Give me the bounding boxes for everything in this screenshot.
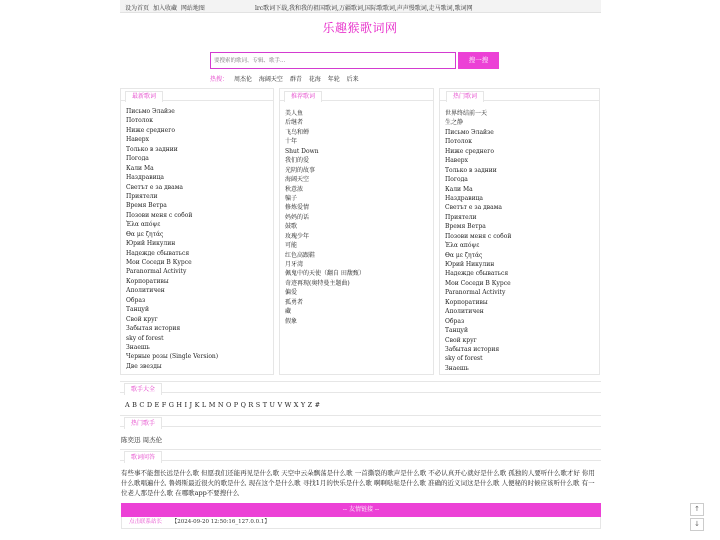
popular-lyrics-tab[interactable]: 热门歌词 bbox=[446, 91, 484, 102]
latest-lyric-item[interactable]: Погода bbox=[126, 155, 149, 163]
hot-search-word[interactable]: 周杰伦 bbox=[233, 76, 252, 83]
hot-search-word[interactable]: 海阔天空 bbox=[258, 76, 283, 83]
latest-lyric-item[interactable]: Только в заднии bbox=[126, 145, 178, 153]
latest-lyrics-list bbox=[126, 107, 218, 371]
latest-lyric-item[interactable]: Θα με ζητάς bbox=[126, 230, 164, 238]
latest-lyrics-panel bbox=[120, 88, 274, 375]
top-notice: lrc歌词下载,我和我的祖国歌词,万疆歌词,国际歌歌词,声声慢歌词,走马歌词,歌词网 bbox=[255, 5, 473, 12]
popular-lyric-item[interactable]: Образ bbox=[445, 317, 465, 325]
popular-lyric-item[interactable]: Корпоративы bbox=[445, 298, 488, 306]
latest-lyric-item[interactable]: Надежде сбываться bbox=[126, 249, 190, 257]
popular-lyric-item[interactable]: sky of forest bbox=[445, 355, 483, 363]
latest-lyric-item[interactable]: Светът е за двама bbox=[126, 183, 183, 191]
footer bbox=[121, 517, 601, 529]
popular-lyric-item[interactable]: Мои Соседи В Курсе bbox=[445, 279, 511, 287]
latest-lyric-item[interactable]: Две звезды bbox=[126, 362, 162, 370]
footer-info: 【2024-09-20 12:50:16_127.0.0.1】 bbox=[171, 519, 270, 525]
recommended-lyrics-panel bbox=[279, 88, 434, 375]
recommended-lyrics-tab[interactable]: 推荐歌词 bbox=[284, 91, 322, 102]
hot-singers-tab[interactable]: 热门歌手 bbox=[124, 417, 162, 429]
popular-lyric-item[interactable]: Ἐλα απόψε bbox=[445, 242, 480, 250]
popular-lyric-item[interactable]: Время Ветра bbox=[445, 223, 486, 231]
lyrics-faq-text[interactable]: 有些事不能想长远是什么歌 但愿我们还能再见是什么歌 天空中云朵飘荡是什么歌 一首撕裂的歌声是什么歌 不必认真开心就好是什么歌 孤独的人要听什么歌才好 你用什么歌唱遍什么 鲁姆斯最近很火的歌是什么 现在这个是什么歌 寻找1月的快乐是什么歌 啊啊哒哒是什么歌 准确的近义词这是什么歌 人便秘的时候应该听什么歌 有一位老人那是什么歌 在哪歌app不要搜什么 bbox=[121, 469, 595, 497]
popular-lyric-item[interactable]: Письмо Элайзе bbox=[445, 128, 494, 136]
recommended-lyric-item[interactable]: 妈妈的话 bbox=[285, 213, 310, 221]
popular-lyric-item[interactable]: Θα με ζητάς bbox=[445, 251, 483, 259]
singer-alphabet-index[interactable]: A B C D E F G H I J K L M N O P Q R S T U V W X Y Z # bbox=[125, 401, 321, 409]
panel-header bbox=[280, 89, 433, 101]
latest-lyric-item[interactable]: Ἐλα απόψε bbox=[126, 221, 161, 229]
popular-lyrics-panel bbox=[439, 88, 600, 375]
latest-lyric-item[interactable]: sky of forest bbox=[126, 334, 164, 342]
recommended-lyric-item[interactable]: 美人鱼 bbox=[285, 110, 304, 117]
latest-lyric-item[interactable]: Черные розы (Single Version) bbox=[126, 353, 219, 361]
search-button[interactable]: 搜一搜 bbox=[458, 52, 499, 69]
recommended-lyric-item[interactable]: 海阔天空 bbox=[285, 176, 310, 184]
popular-lyric-item[interactable]: Потолок bbox=[445, 138, 472, 146]
hot-search-word[interactable]: 后来 bbox=[346, 76, 359, 83]
recommended-lyric-item[interactable]: 红色高跟鞋 bbox=[285, 251, 316, 259]
popular-lyric-item[interactable]: Paranormal Activity bbox=[445, 289, 506, 297]
popular-lyric-item[interactable]: Наздравица bbox=[445, 194, 484, 202]
latest-lyric-item[interactable]: Потолок bbox=[126, 117, 153, 125]
latest-lyric-item[interactable]: Время Ветра bbox=[126, 202, 167, 210]
latest-lyric-item[interactable]: Мои Соседи В Курсе bbox=[126, 259, 192, 266]
site-logo[interactable]: 乐趣猴歌词网 bbox=[322, 21, 398, 35]
panel-header bbox=[121, 89, 273, 101]
lyrics-faq-tab[interactable]: 歌词问答 bbox=[124, 451, 162, 463]
latest-lyric-item[interactable]: Письмо Элайзе bbox=[126, 108, 175, 115]
popular-lyric-item[interactable]: Приятели bbox=[445, 213, 477, 221]
popular-lyric-item[interactable]: Ниже среднего bbox=[445, 147, 494, 155]
recommended-lyric-item[interactable]: Shut Down bbox=[285, 147, 319, 155]
recommended-lyric-item[interactable]: 光阴的故事 bbox=[285, 166, 316, 174]
panel-header bbox=[440, 89, 599, 101]
latest-lyric-item[interactable]: Кали Ма bbox=[126, 164, 154, 172]
scroll-top-button[interactable]: ↑ bbox=[690, 503, 704, 516]
lyrics-faq-section bbox=[120, 449, 601, 465]
recommended-lyric-item[interactable]: 假象 bbox=[285, 317, 298, 325]
add-favorite-link[interactable]: 加入收藏 bbox=[152, 5, 177, 12]
latest-lyric-item[interactable]: Аполитичен bbox=[126, 287, 165, 295]
top-links bbox=[125, 3, 207, 12]
latest-lyric-item[interactable]: Наздравица bbox=[126, 174, 165, 182]
scroll-bottom-button[interactable]: ↓ bbox=[690, 518, 704, 531]
latest-lyric-item[interactable]: Наверх bbox=[126, 136, 149, 144]
hot-search-word[interactable]: 年轮 bbox=[327, 76, 340, 83]
hot-singers-section bbox=[120, 415, 601, 445]
latest-lyric-item[interactable]: Свой круг bbox=[126, 315, 158, 323]
contact-webmaster-link[interactable]: 点击联系站长 bbox=[129, 519, 163, 525]
hot-search-label: 热搜： bbox=[210, 76, 229, 83]
recommended-lyric-item[interactable]: 奇迹再现(奥特曼主题曲) bbox=[285, 279, 350, 287]
popular-lyric-item[interactable]: 世界终结前一天 bbox=[445, 110, 488, 117]
recommended-lyric-item[interactable]: 我们的爱 bbox=[285, 157, 310, 165]
section-header bbox=[120, 449, 601, 461]
recommended-lyric-item[interactable]: 月牙湾 bbox=[285, 261, 304, 268]
popular-lyric-item[interactable]: Только в заднии bbox=[445, 166, 497, 174]
popular-lyric-item[interactable]: Погода bbox=[445, 176, 468, 184]
hot-search-row bbox=[210, 74, 364, 83]
popular-lyric-item[interactable]: Знаешь bbox=[445, 364, 469, 372]
recommended-lyric-item[interactable]: 玫瑰少年 bbox=[285, 232, 310, 240]
recommended-lyric-item[interactable]: 鼓歌 bbox=[285, 223, 298, 231]
hot-search-word[interactable]: 群青 bbox=[289, 76, 302, 83]
recommended-lyric-item[interactable]: 佩鬼中的天使（翻自 田馥甄） bbox=[285, 270, 365, 278]
recommended-lyric-item[interactable]: 飞鸟和蝉 bbox=[285, 128, 310, 136]
recommended-lyric-item[interactable]: 藏 bbox=[285, 308, 292, 316]
popular-lyric-item[interactable]: Светът е за двама bbox=[445, 204, 502, 212]
search-input[interactable] bbox=[211, 53, 455, 68]
popular-lyric-item[interactable]: Наверх bbox=[445, 157, 468, 165]
latest-lyric-item[interactable]: Корпоративы bbox=[126, 277, 169, 285]
section-header bbox=[120, 415, 601, 427]
latest-lyric-item[interactable]: Позови меня с собой bbox=[126, 211, 193, 219]
singers-all-tab[interactable]: 歌手大全 bbox=[124, 383, 162, 395]
popular-lyric-item[interactable]: 生之静 bbox=[445, 119, 464, 127]
latest-lyric-item[interactable]: Образ bbox=[126, 296, 146, 304]
recommended-lyric-item[interactable]: 十年 bbox=[285, 138, 298, 146]
popular-lyrics-list bbox=[445, 109, 511, 373]
search-box bbox=[210, 52, 456, 69]
popular-lyric-item[interactable]: Забытая история bbox=[445, 345, 500, 353]
latest-lyric-item[interactable]: Приятели bbox=[126, 192, 158, 200]
popular-lyric-item[interactable]: Позови меня с собой bbox=[445, 232, 512, 240]
latest-lyric-item[interactable]: Paranormal Activity bbox=[126, 268, 187, 276]
recommended-lyric-item[interactable]: 孤勇者 bbox=[285, 298, 304, 306]
popular-lyric-item[interactable]: Надежде сбываться bbox=[445, 270, 509, 278]
latest-lyric-item[interactable]: Юрий Никулин bbox=[126, 240, 176, 248]
latest-lyric-item[interactable]: Знаешь bbox=[126, 343, 150, 351]
popular-lyric-item[interactable]: Аполитичен bbox=[445, 308, 484, 316]
latest-lyric-item[interactable]: Танцуй bbox=[126, 306, 149, 314]
recommended-lyric-item[interactable]: 修炼爱情 bbox=[285, 204, 310, 212]
recommended-lyric-item[interactable]: 秋意浓 bbox=[285, 185, 304, 193]
top-bar bbox=[120, 0, 601, 13]
section-header bbox=[120, 381, 601, 393]
friend-links-bar: -- 友情链接 -- bbox=[121, 503, 601, 517]
set-homepage-link[interactable]: 设为首页 bbox=[125, 5, 150, 12]
recommended-lyrics-list bbox=[285, 109, 365, 326]
recommended-lyric-item[interactable]: 偏爱 bbox=[285, 289, 298, 297]
latest-lyrics-tab[interactable]: 最新歌词 bbox=[125, 91, 163, 102]
popular-lyric-item[interactable]: Танцуй bbox=[445, 327, 468, 335]
sitemap-link[interactable]: 网站地图 bbox=[180, 5, 205, 12]
recommended-lyric-item[interactable]: 骗子 bbox=[285, 194, 298, 202]
recommended-lyric-item[interactable]: 可能 bbox=[285, 242, 298, 250]
hot-search-word[interactable]: 花海 bbox=[308, 76, 321, 83]
popular-lyric-item[interactable]: Свой круг bbox=[445, 336, 477, 344]
popular-lyric-item[interactable]: Кали Ма bbox=[445, 185, 473, 193]
latest-lyric-item[interactable]: Забытая история bbox=[126, 325, 181, 333]
hot-singer-names[interactable]: 陈奕迅 周杰伦 bbox=[121, 436, 163, 444]
popular-lyric-item[interactable]: Юрий Никулин bbox=[445, 261, 495, 268]
latest-lyric-item[interactable]: Ниже среднего bbox=[126, 126, 175, 134]
recommended-lyric-item[interactable]: 后继者 bbox=[285, 119, 304, 127]
